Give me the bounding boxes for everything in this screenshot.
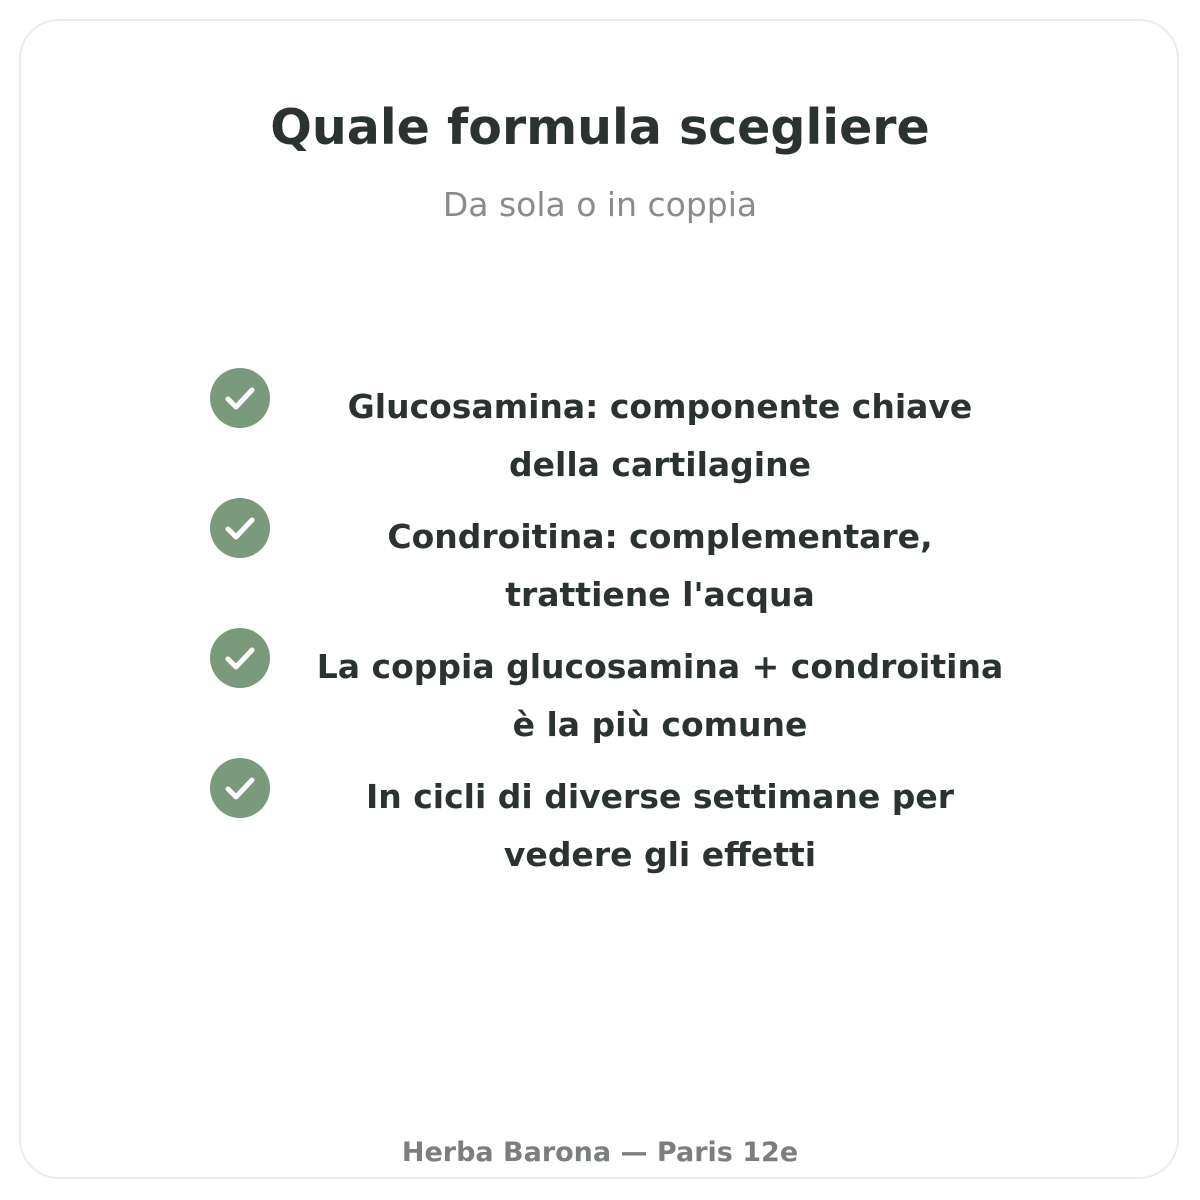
list-item-text: La coppia glucosamina + condroitina è la più comune	[316, 647, 1004, 744]
check-circle-icon	[210, 368, 270, 428]
page-title: Quale formula scegliere	[270, 99, 930, 156]
list-item-text: In cicli di diverse settimane per vedere gli effetti	[365, 777, 955, 874]
list-item-text: Condroitina: complementare, trattiene l'acqua	[387, 517, 933, 614]
list-item	[0, 758, 1200, 888]
footer-brand: Herba Barona — Paris 12e	[401, 1137, 799, 1168]
check-circle-icon	[210, 498, 270, 558]
check-circle-icon	[210, 758, 270, 818]
page-subtitle: Da sola o in coppia	[442, 185, 758, 224]
list-item	[0, 498, 1200, 628]
list-item	[0, 628, 1200, 758]
list-item-text: Glucosamina: componente chiave della cartilagine	[347, 387, 973, 484]
check-circle-icon	[210, 628, 270, 688]
list-item	[0, 368, 1200, 498]
